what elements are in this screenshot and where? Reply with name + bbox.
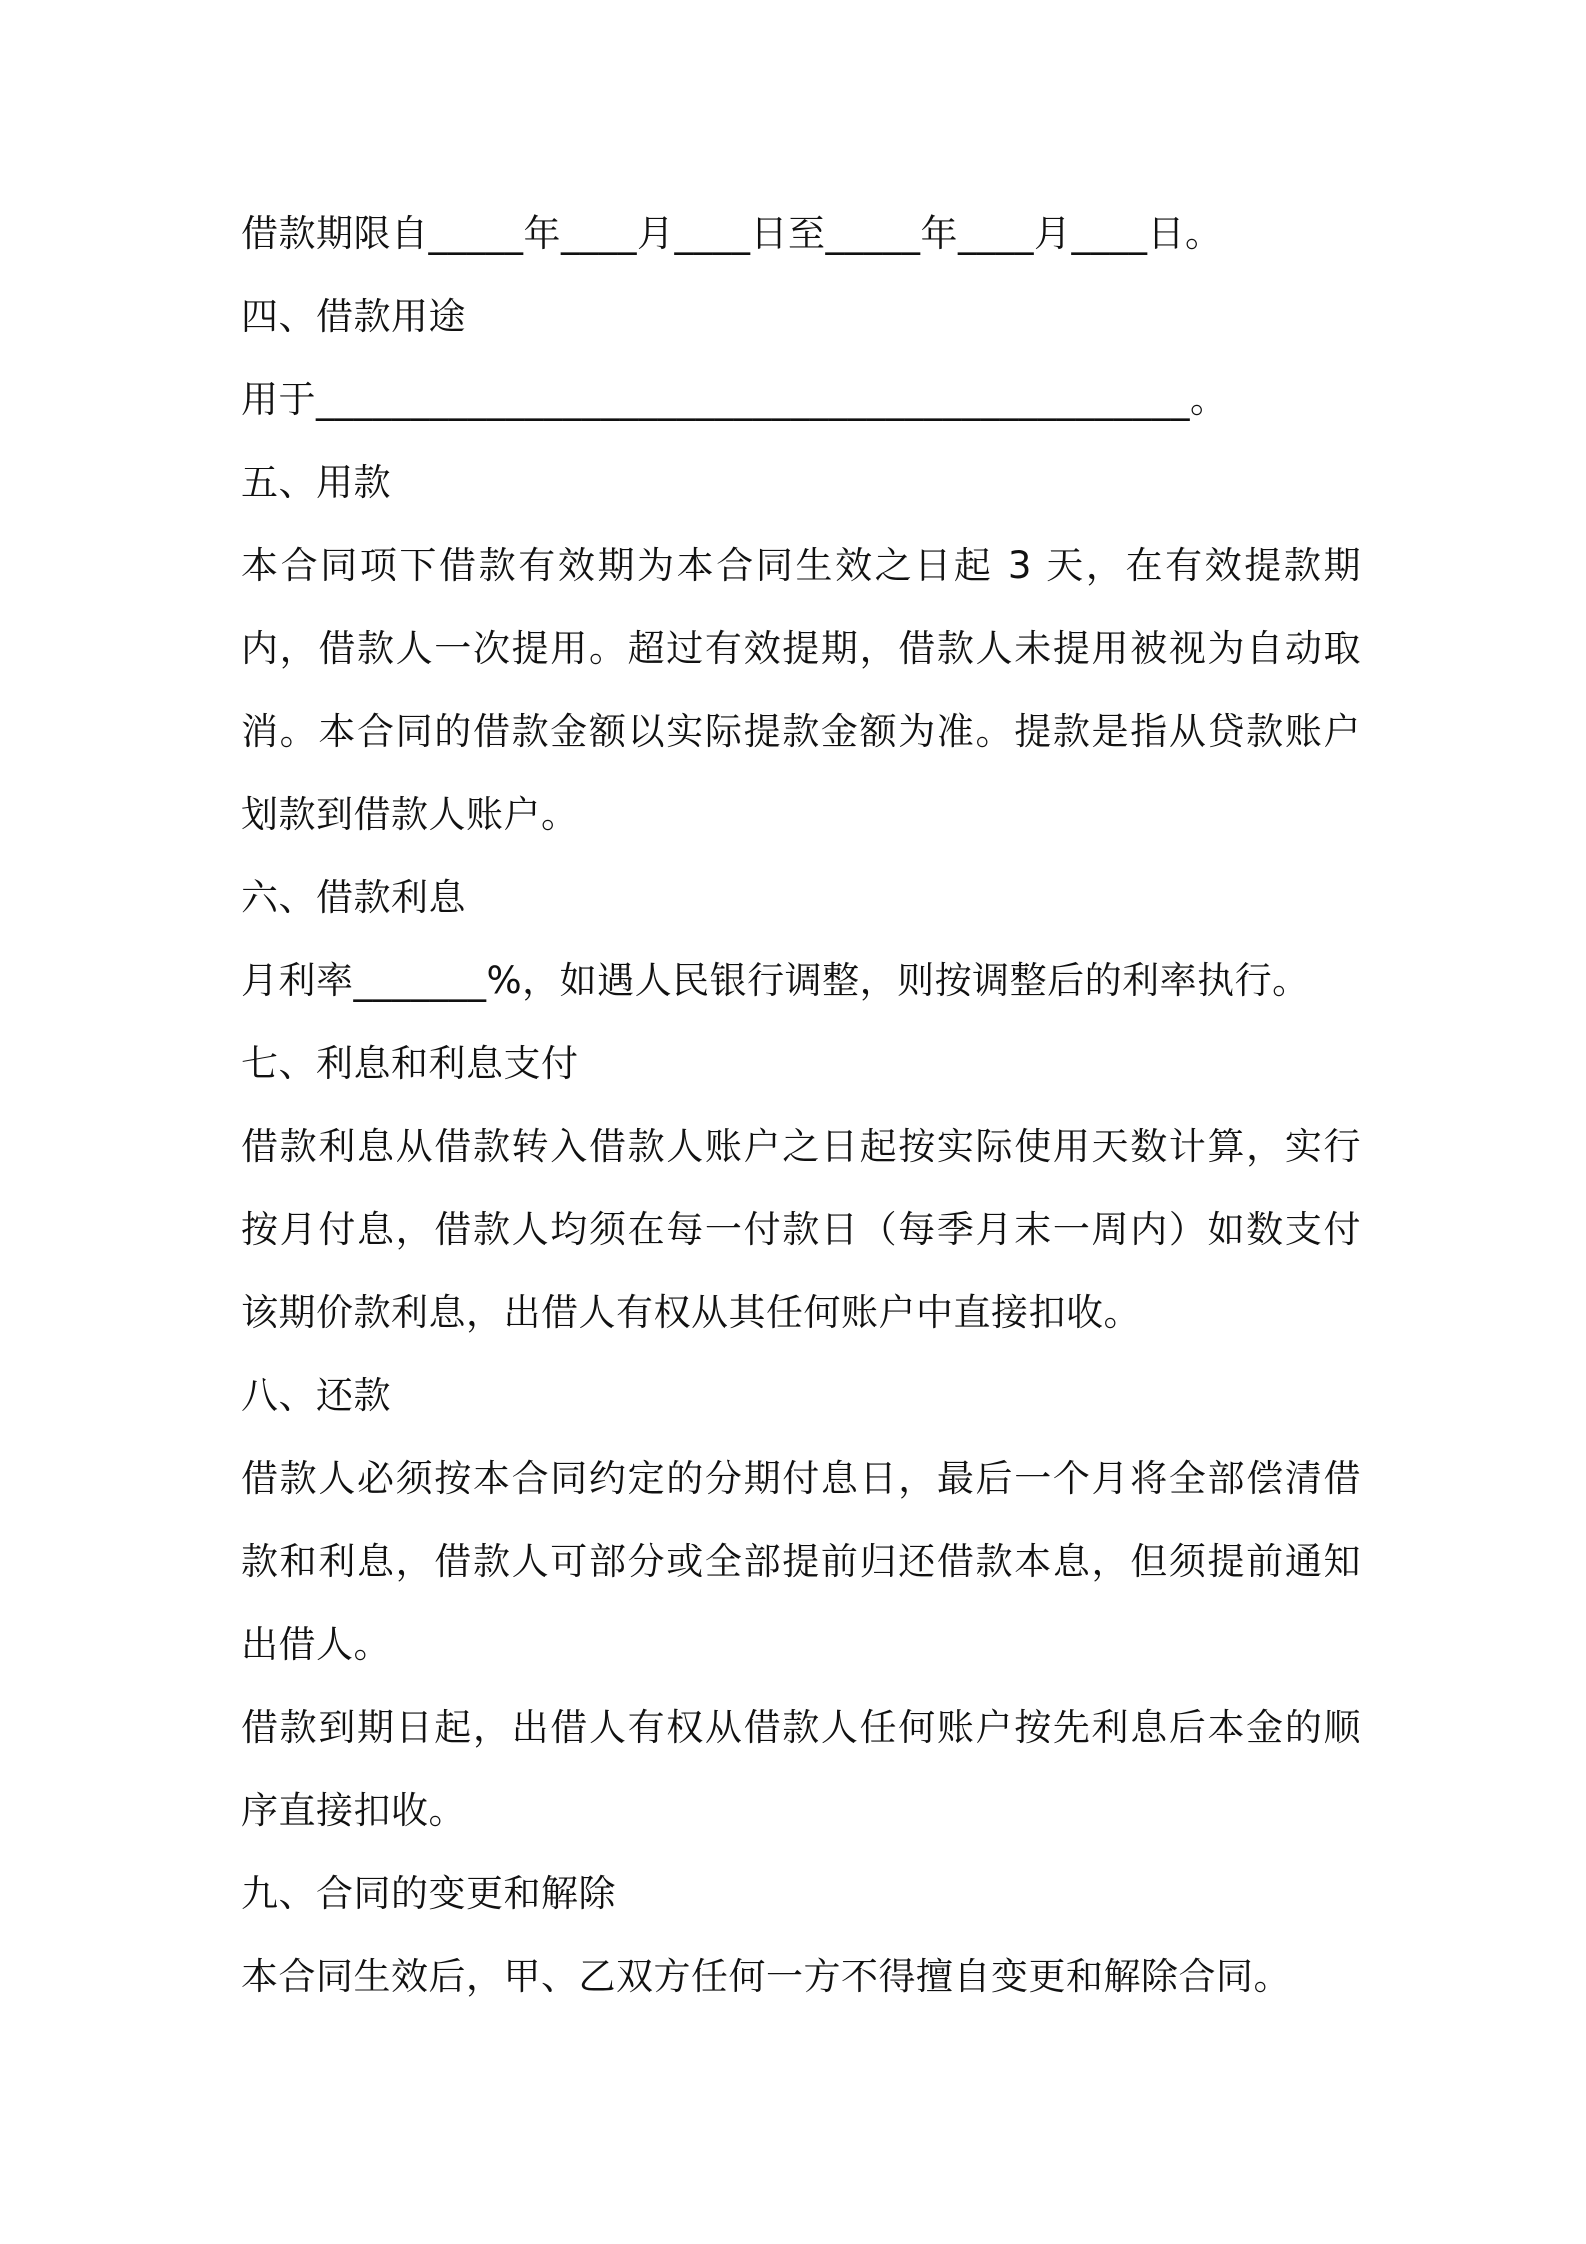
interest-payment-paragraph: 借款利息从借款转入借款人账户之日起按实际使用天数计算，实行按月付息，借款人均须在每一付款日（每季月末一周内）如数支付该期价款利息，出借人有权从其任何账户中直接扣收。 <box>241 1125 1361 1334</box>
section-heading-interest: 六、借款利息 <box>241 876 466 919</box>
section-heading-drawdown: 五、用款 <box>241 461 391 504</box>
loan-purpose-line: 用于______________________________________________。 <box>241 378 1228 421</box>
section-heading-interest-payment: 七、利息和利息支付 <box>241 1042 579 1085</box>
repayment-paragraph: 借款人必须按本合同约定的分期付息日，最后一个月将全部偿清借款和利息，借款人可部分或全部提前归还借款本息，但须提前通知出借人。 <box>241 1457 1361 1666</box>
drawdown-paragraph: 本合同项下借款有效期为本合同生效之日起 3 天，在有效提款期内，借款人一次提用。超过有效提期，借款人未提用被视为自动取消。本合同的借款金额以实际提款金额为准。提款是指从贷款账户划款到借款人账户。 <box>241 544 1361 836</box>
document-body <box>241 192 1361 2018</box>
section-heading-purpose: 四、借款用途 <box>241 295 466 338</box>
loan-term-line: 借款期限自_____年____月____日至_____年____月____日。 <box>241 212 1223 255</box>
monthly-rate-line: 月利率_______%，如遇人民银行调整，则按调整后的利率执行。 <box>241 959 1310 1002</box>
maturity-deduction-paragraph: 借款到期日起，出借人有权从借款人任何账户按先利息后本金的顺序直接扣收。 <box>241 1706 1361 1832</box>
modification-line: 本合同生效后，甲、乙双方任何一方不得擅自变更和解除合同。 <box>241 1955 1291 1998</box>
section-heading-modification: 九、合同的变更和解除 <box>241 1872 616 1915</box>
section-heading-repayment: 八、还款 <box>241 1374 391 1417</box>
